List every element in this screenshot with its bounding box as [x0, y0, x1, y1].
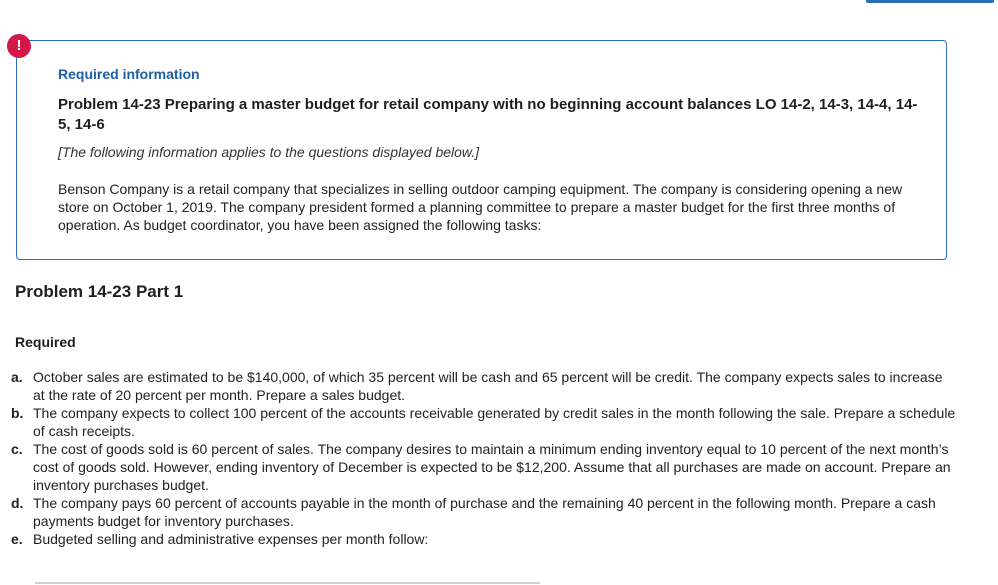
applies-note: [The following information applies to the questions displayed below.]	[58, 144, 480, 160]
required-information-label: Required information	[58, 66, 200, 82]
list-item-text: The company expects to collect 100 percent of the accounts receivable generated by credit sales in the month following the sale. Prepare a schedule of cash receipts.	[33, 405, 956, 439]
required-heading: Required	[15, 334, 76, 350]
list-marker: e.	[11, 531, 23, 547]
alert-icon: !	[7, 34, 31, 58]
list-item	[11, 368, 956, 404]
list-marker: a.	[11, 369, 23, 385]
list-item	[11, 530, 956, 548]
list-item	[11, 404, 956, 440]
list-item	[11, 494, 956, 530]
requirements-list	[11, 368, 956, 548]
list-marker: d.	[11, 495, 24, 511]
list-item	[11, 440, 956, 494]
intro-paragraph: Benson Company is a retail company that specializes in selling outdoor camping equipment. The company is considering opening a new store on October 1, 2019. The company president formed a planning committee to prepare a master budget for the first three months of operation. As budget coordinator, you have been assigned the following tasks:	[58, 181, 903, 233]
list-item-text: Budgeted selling and administrative expenses per month follow:	[33, 531, 429, 547]
list-marker: b.	[11, 405, 24, 421]
part-heading: Problem 14-23 Part 1	[15, 282, 184, 301]
list-item-text: October sales are estimated to be $140,000, of which 35 percent will be cash and 65 percent will be credit. The company expects sales to increase at the rate of 20 percent per month. Prepare a sales budget.	[33, 369, 943, 403]
top-accent-bar	[866, 0, 994, 3]
problem-title: Problem 14-23 Preparing a master budget for retail company with no beginning account balances LO 14-2, 14-3, 14-4, 14-5, 14-6	[58, 96, 918, 133]
list-marker: c.	[11, 441, 23, 457]
list-item-text: The cost of goods sold is 60 percent of sales. The company desires to maintain a minimum ending inventory equal to 10 percent of the next month’s cost of goods sold. However, ending inventory of December is expected to be $12,200. Assume that all purchases are made on account. Prepare an inventory purchases budget.	[33, 441, 951, 493]
list-item-text: The company pays 60 percent of accounts payable in the month of purchase and the remaining 40 percent in the following month. Prepare a cash payments budget for inventory purchases.	[33, 495, 936, 529]
table-top-divider	[35, 582, 540, 584]
